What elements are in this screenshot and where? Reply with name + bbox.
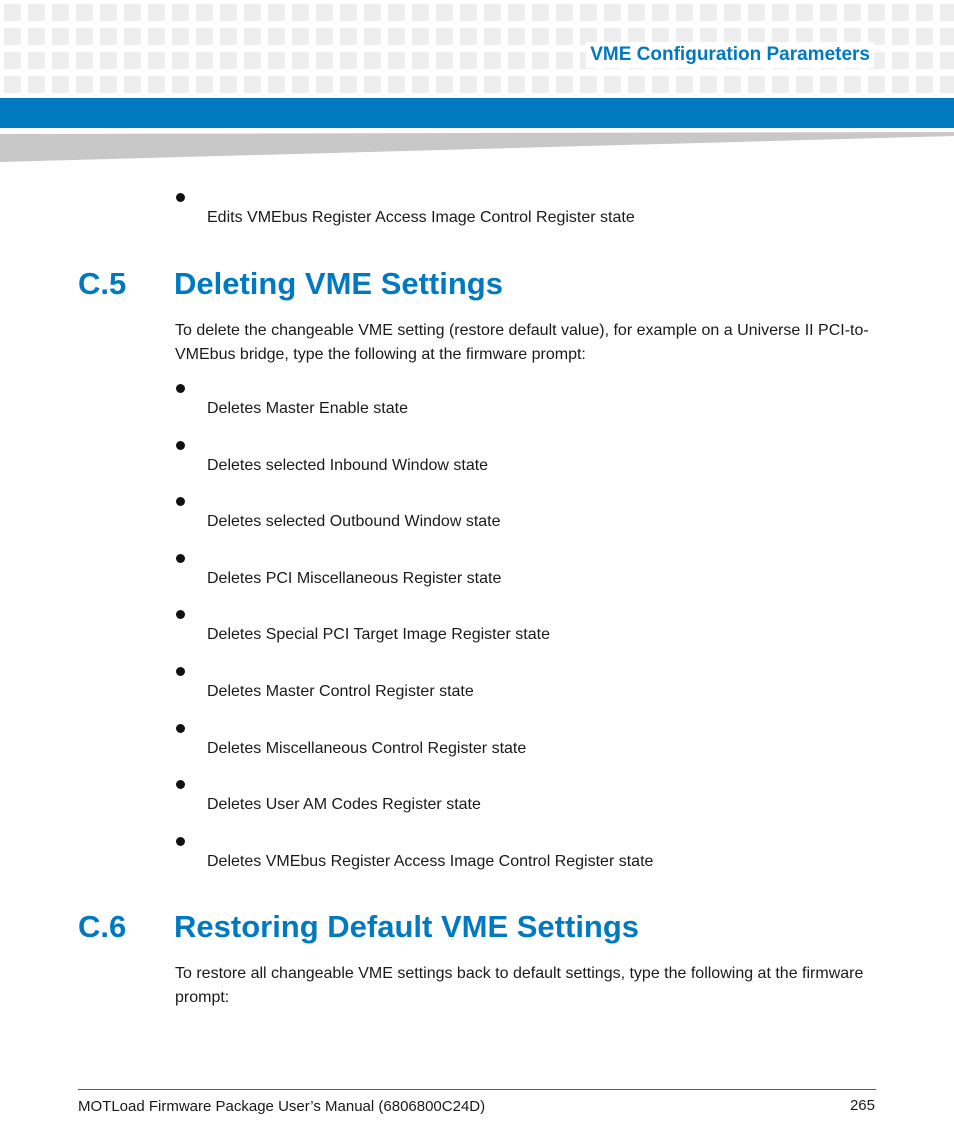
pattern-square (52, 76, 69, 93)
pattern-square (148, 28, 165, 45)
list-item (175, 554, 875, 594)
section-heading-c6 (78, 909, 639, 945)
running-header-title: VME Configuration Parameters (586, 42, 874, 68)
pattern-square (172, 4, 189, 21)
pattern-square (460, 76, 477, 93)
pattern-square (28, 28, 45, 45)
pattern-square (28, 4, 45, 21)
pattern-square (604, 76, 621, 93)
section-heading-c5 (78, 266, 503, 302)
bullet-icon (176, 441, 185, 450)
pattern-square (676, 76, 693, 93)
pattern-square (412, 76, 429, 93)
pattern-square (532, 4, 549, 21)
bullet-icon (176, 384, 185, 393)
pattern-square (604, 4, 621, 21)
list-item (175, 193, 875, 233)
pattern-square (100, 52, 117, 69)
pattern-square (796, 76, 813, 93)
pattern-square (532, 76, 549, 93)
header-blue-band (0, 98, 954, 128)
header-gray-wedge (0, 130, 954, 164)
list-item (175, 667, 875, 707)
pattern-square (292, 52, 309, 69)
section-intro-paragraph: To delete the changeable VME setting (restore default value), for example on a Universe II PCI-to-VMEbus bridge, type the following at the firmware prompt: (175, 322, 869, 363)
list-item (175, 497, 875, 537)
pattern-square (556, 52, 573, 69)
pattern-square (244, 52, 261, 69)
pattern-square (556, 76, 573, 93)
list-item (175, 780, 875, 820)
pattern-square (676, 4, 693, 21)
pattern-square (292, 28, 309, 45)
pattern-square (580, 76, 597, 93)
pattern-square (652, 4, 669, 21)
list-item-text: Deletes Special PCI Target Image Register state (207, 626, 550, 644)
pattern-square (844, 4, 861, 21)
section-number: C.5 (78, 266, 127, 301)
pattern-square (292, 4, 309, 21)
list-item-text: Deletes Master Enable state (207, 400, 408, 417)
pattern-square (724, 4, 741, 21)
bullet-icon (176, 780, 185, 789)
pattern-square (772, 76, 789, 93)
pattern-square (820, 4, 837, 21)
bullet-icon (176, 724, 185, 733)
pattern-square (220, 4, 237, 21)
pattern-square (436, 52, 453, 69)
pattern-square (436, 4, 453, 21)
pattern-square (820, 76, 837, 93)
bullet-icon (176, 193, 185, 202)
pattern-square (580, 4, 597, 21)
list-item-text: Edits VMEbus Register Access Image Control Register state (207, 209, 635, 226)
pattern-square (148, 76, 165, 93)
list-item-text: Deletes selected Outbound Window state (207, 513, 501, 531)
pattern-square (484, 76, 501, 93)
pattern-square (52, 4, 69, 21)
pattern-square (388, 52, 405, 69)
pattern-square (124, 28, 141, 45)
pattern-square (508, 76, 525, 93)
pattern-square (124, 4, 141, 21)
pattern-square (364, 4, 381, 21)
list-item (175, 610, 875, 650)
pattern-square (460, 28, 477, 45)
list-item (175, 384, 875, 424)
pattern-square (892, 4, 909, 21)
pattern-square (172, 76, 189, 93)
list-item-text: Deletes Master Control Register state (207, 683, 474, 700)
pattern-square (532, 28, 549, 45)
pattern-square (76, 52, 93, 69)
pattern-square (172, 52, 189, 69)
pattern-square (868, 76, 885, 93)
bullet-icon (176, 667, 185, 676)
pattern-square (748, 76, 765, 93)
pattern-square (700, 4, 717, 21)
pattern-square (940, 52, 954, 69)
pattern-square (796, 4, 813, 21)
pattern-square (100, 4, 117, 21)
pattern-square (556, 28, 573, 45)
pattern-square (220, 28, 237, 45)
pattern-square (436, 28, 453, 45)
list-item (175, 837, 875, 877)
pattern-square (316, 76, 333, 93)
pattern-square (892, 76, 909, 93)
pattern-square (4, 4, 21, 21)
pattern-square (388, 28, 405, 45)
list-item-text: Deletes User AM Codes Register state (207, 796, 481, 814)
pattern-square (52, 28, 69, 45)
pattern-square (364, 52, 381, 69)
pattern-square (340, 4, 357, 21)
pattern-square (244, 76, 261, 93)
page-number: 265 (849, 1097, 875, 1114)
pattern-square (388, 4, 405, 21)
pattern-square (484, 4, 501, 21)
pattern-square (4, 52, 21, 69)
pattern-square (436, 76, 453, 93)
pattern-square (196, 28, 213, 45)
pattern-square (460, 52, 477, 69)
pattern-square (916, 76, 933, 93)
pattern-square (196, 76, 213, 93)
pattern-square (508, 4, 525, 21)
pattern-square (124, 76, 141, 93)
pattern-square (868, 4, 885, 21)
pattern-square (892, 52, 909, 69)
pattern-square (340, 76, 357, 93)
pattern-square (412, 4, 429, 21)
pattern-square (364, 28, 381, 45)
list-item-text: Deletes selected Inbound Window state (207, 456, 489, 474)
section-title-text: Deleting VME Settings (174, 266, 503, 301)
pattern-square (628, 76, 645, 93)
pattern-square (244, 28, 261, 45)
bullet-icon (176, 497, 185, 506)
pattern-square (652, 76, 669, 93)
pattern-square (148, 4, 165, 21)
pattern-square (628, 4, 645, 21)
pattern-square (4, 76, 21, 93)
pattern-square (124, 52, 141, 69)
pattern-square (412, 28, 429, 45)
pattern-square (940, 76, 954, 93)
pattern-square (316, 28, 333, 45)
pattern-square (340, 52, 357, 69)
bullet-icon (176, 554, 185, 563)
pattern-square (172, 28, 189, 45)
pattern-square (100, 76, 117, 93)
list-item-text: Deletes PCI Miscellaneous Register state (207, 569, 502, 587)
pattern-square (148, 52, 165, 69)
pattern-square (916, 52, 933, 69)
list-item-text: Deletes VMEbus Register Access Image Control Register state (207, 852, 654, 870)
footer-divider (78, 1089, 876, 1090)
pattern-square (508, 28, 525, 45)
pattern-square (364, 76, 381, 93)
pattern-square (508, 52, 525, 69)
pattern-square (940, 4, 954, 21)
pattern-square (700, 76, 717, 93)
section-title-text: Restoring Default VME Settings (174, 909, 640, 944)
pattern-square (220, 76, 237, 93)
pattern-square (220, 52, 237, 69)
section-number: C.6 (78, 909, 127, 944)
pattern-square (76, 4, 93, 21)
pattern-square (196, 4, 213, 21)
pattern-square (340, 28, 357, 45)
pattern-square (532, 52, 549, 69)
pattern-square (316, 52, 333, 69)
pattern-square (484, 52, 501, 69)
list-item-text: Deletes Miscellaneous Control Register state (207, 739, 527, 757)
pattern-square (484, 28, 501, 45)
pattern-square (940, 28, 954, 45)
pattern-square (724, 76, 741, 93)
pattern-square (28, 76, 45, 93)
list-item (175, 441, 875, 481)
pattern-square (76, 28, 93, 45)
footer-manual-title: MOTLoad Firmware Package User’s Manual (6806800C24D) (78, 1098, 486, 1115)
bullet-icon (176, 610, 185, 619)
pattern-square (748, 4, 765, 21)
pattern-square (268, 28, 285, 45)
pattern-square (916, 4, 933, 21)
pattern-square (316, 4, 333, 21)
pattern-square (244, 4, 261, 21)
pattern-square (772, 4, 789, 21)
bullet-icon (176, 837, 185, 846)
pattern-square (100, 28, 117, 45)
pattern-square (916, 28, 933, 45)
pattern-square (844, 76, 861, 93)
section-intro-paragraph: To restore all changeable VME settings back to default settings, type the following at the firmware prompt: (175, 965, 864, 1006)
pattern-square (28, 52, 45, 69)
pattern-square (388, 76, 405, 93)
pattern-square (268, 52, 285, 69)
pattern-square (460, 4, 477, 21)
pattern-square (556, 4, 573, 21)
list-item (175, 724, 875, 764)
pattern-square (892, 28, 909, 45)
pattern-square (4, 28, 21, 45)
pattern-square (412, 52, 429, 69)
pattern-square (76, 76, 93, 93)
pattern-square (268, 4, 285, 21)
pattern-square (196, 52, 213, 69)
pattern-square (52, 52, 69, 69)
pattern-square (292, 76, 309, 93)
pattern-square (268, 76, 285, 93)
